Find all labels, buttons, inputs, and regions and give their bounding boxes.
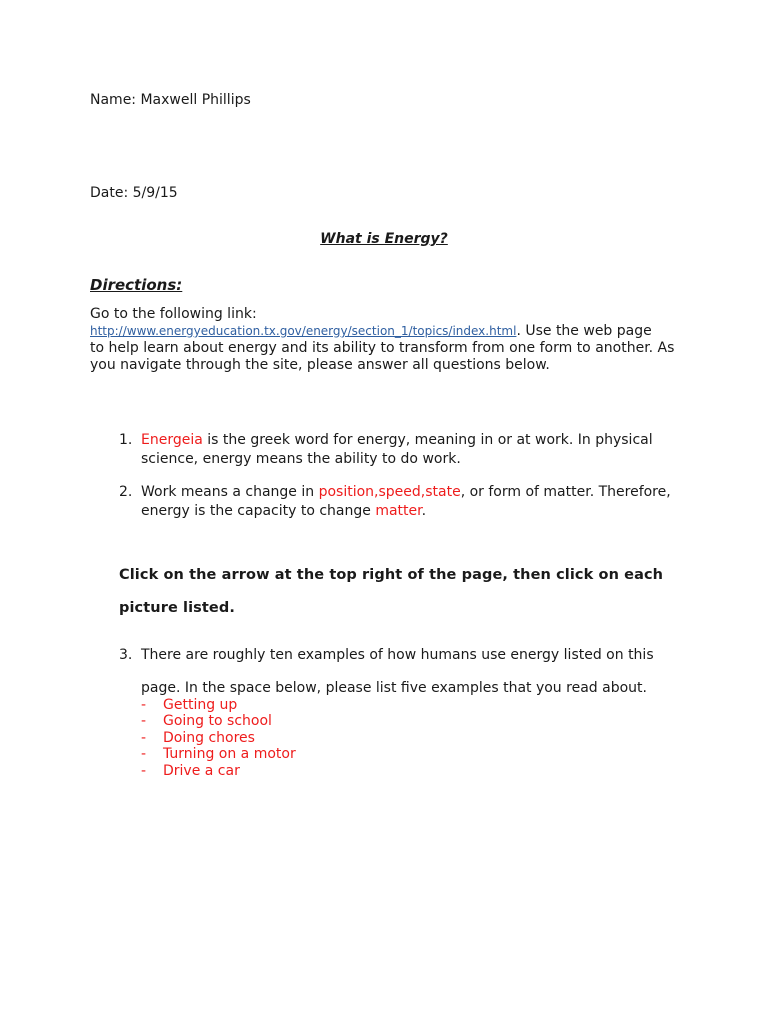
directions-link-line xyxy=(90,323,652,340)
directions-line-2: to help learn about energy and its ability to transform from one form to another. As xyxy=(90,340,675,356)
instruction-line-1: Click on the arrow at the top right of the page, then click on each xyxy=(119,567,664,583)
bullet-dash: - xyxy=(141,746,147,762)
directions-line-3: you navigate through the site, please answer all questions below. xyxy=(90,357,550,373)
answer-list-item xyxy=(141,746,296,763)
question-3-number: 3. xyxy=(119,647,133,663)
question-2-line-2-pre: energy is the capacity to change xyxy=(141,503,376,519)
link-tail-text: . Use the web page xyxy=(516,323,652,339)
question-2-pre: Work means a change in xyxy=(141,484,319,500)
answer-text: Doing chores xyxy=(163,730,255,746)
question-1-line-2: science, energy means the ability to do work. xyxy=(141,451,461,467)
directions-heading: Directions: xyxy=(90,276,183,294)
question-3-line-1 xyxy=(119,647,654,664)
answer-list-item xyxy=(141,730,255,747)
bullet-dash: - xyxy=(141,697,147,713)
question-2-line-1 xyxy=(119,484,671,501)
answer-text: Going to school xyxy=(163,713,272,729)
date-line: Date: 5/9/15 xyxy=(90,185,178,201)
directions-intro: Go to the following link: xyxy=(90,306,257,322)
question-3-line-2: page. In the space below, please list five examples that you read about. xyxy=(141,680,647,696)
answer-text: Drive a car xyxy=(163,763,240,779)
question-1-text: is the greek word for energy, meaning in or at work. In physical xyxy=(202,432,653,448)
question-3-text: There are roughly ten examples of how humans use energy listed on this xyxy=(141,647,654,663)
answer-text: Turning on a motor xyxy=(163,746,296,762)
answer-text: Getting up xyxy=(163,697,238,713)
question-1-line-1 xyxy=(119,432,653,449)
bullet-dash: - xyxy=(141,763,147,779)
answer-list-item xyxy=(141,697,237,714)
question-2-line-2-post: . xyxy=(421,503,427,519)
answer-list-item xyxy=(141,763,240,780)
instruction-line-2: picture listed. xyxy=(119,600,235,616)
question-2-answer-2: matter xyxy=(375,503,422,519)
question-1-number: 1. xyxy=(119,432,133,448)
question-1-answer: Energeia xyxy=(141,432,203,448)
bullet-dash: - xyxy=(141,730,147,746)
energy-education-link[interactable]: http://www.energyeducation.tx.gov/energy/section_1/topics/index.html xyxy=(90,324,517,338)
question-2-line-2 xyxy=(141,503,426,520)
answer-list-item xyxy=(141,713,272,730)
question-2-mid: , or form of matter. Therefore, xyxy=(460,484,671,500)
page-title: What is Energy? xyxy=(320,231,448,247)
bullet-dash: - xyxy=(141,713,147,729)
name-line: Name: Maxwell Phillips xyxy=(90,92,251,108)
question-2-number: 2. xyxy=(119,484,133,500)
question-2-answer-1: position,speed,state xyxy=(318,484,461,500)
